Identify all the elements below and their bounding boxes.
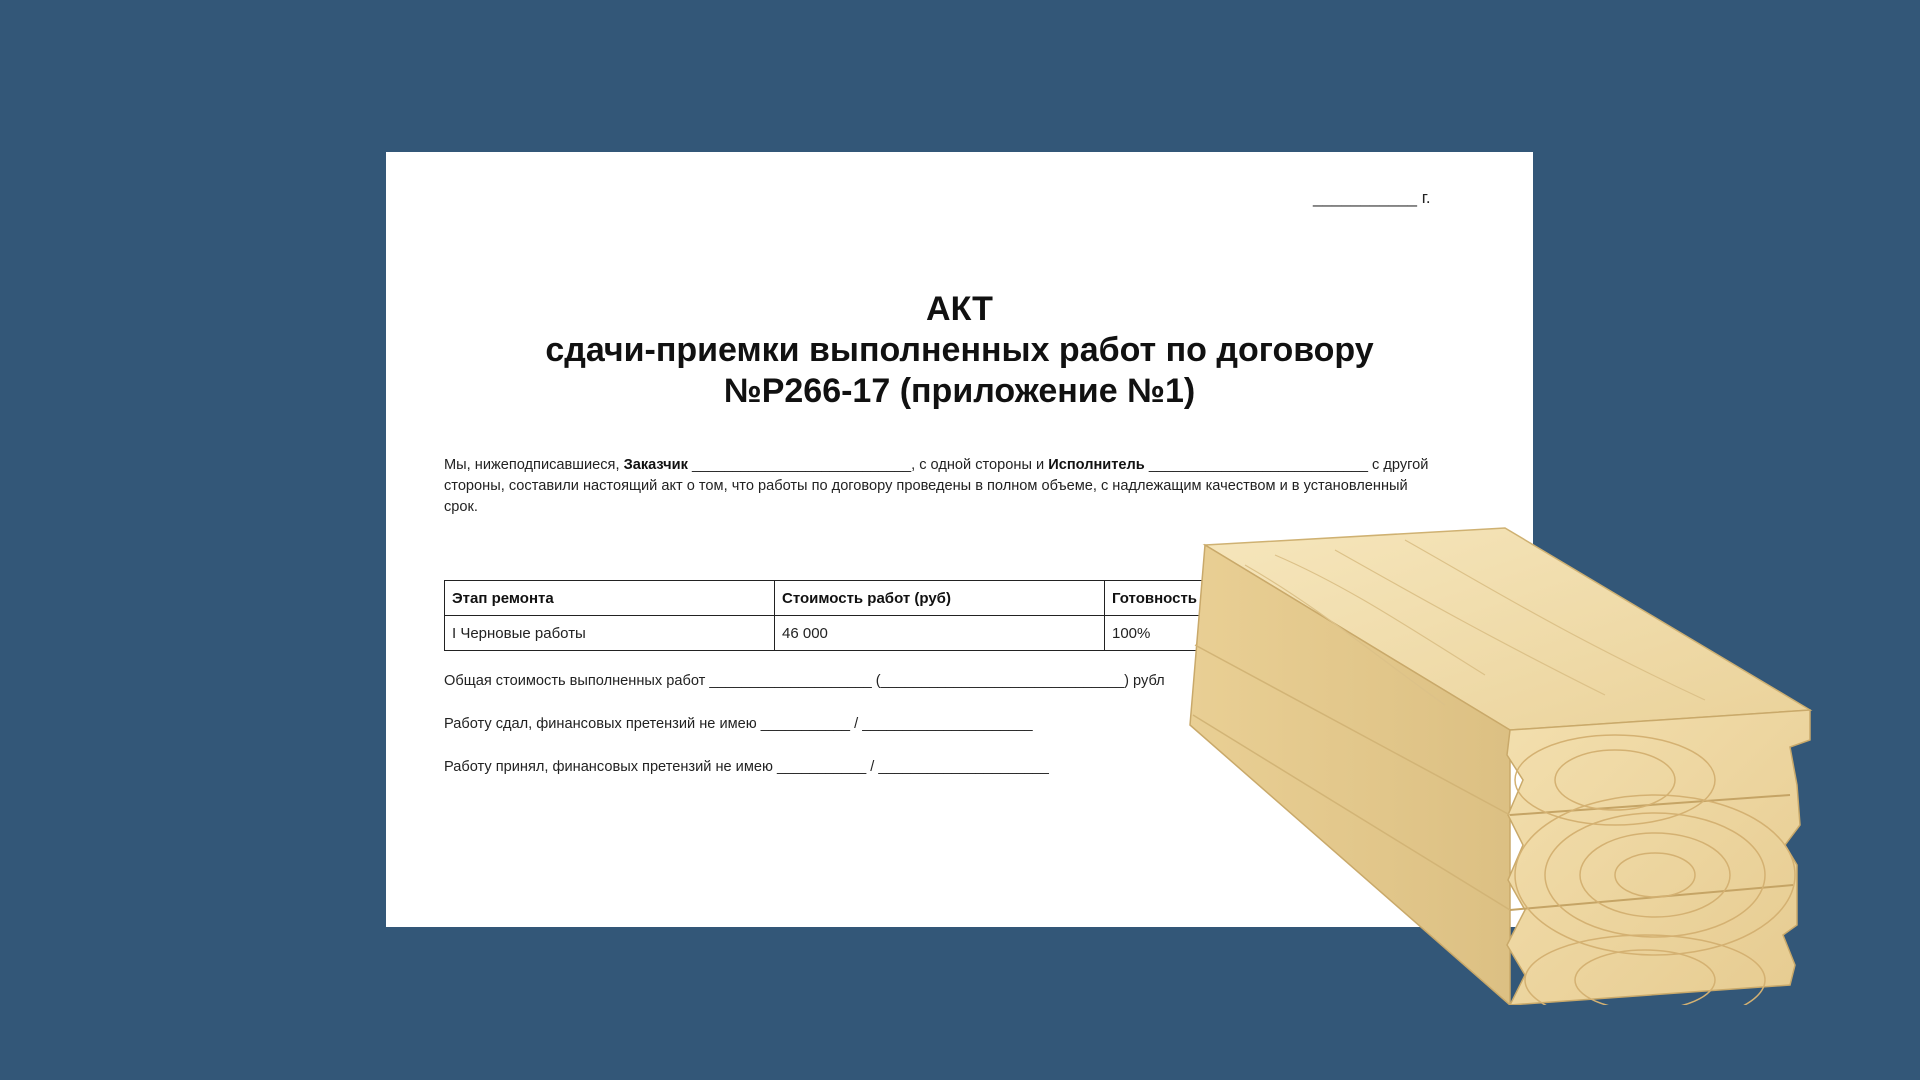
contractor-label: Исполнитель <box>1048 457 1145 473</box>
intro-text-3: ___________________________ с другой стороны, составили настоящий акт о том, что работы по договору проведены в полном объеме, с надлежащим качеством и в установленный срок. <box>444 457 1429 515</box>
work-table <box>444 580 1310 651</box>
accepted-line: Работу принял, финансовых претензий не имею ___________ / _____________________ <box>444 759 1049 775</box>
date-line: ___________ г. <box>1313 188 1431 207</box>
title-line-2: сдачи-приемки выполненных работ по договору <box>545 331 1374 369</box>
cell-readiness: 100% <box>1105 616 1310 651</box>
cell-stage: I Черновые работы <box>445 616 775 651</box>
title-line-1: АКТ <box>926 290 993 328</box>
header-cost: Стоимость работ (руб) <box>775 581 1105 616</box>
table-header-row <box>445 581 1310 616</box>
intro-paragraph <box>444 455 1444 518</box>
customer-label: Заказчик <box>623 457 688 473</box>
total-cost-line: Общая стоимость выполненных работ ____________________ (______________________________) рубл <box>444 673 1165 689</box>
table-row <box>445 616 1310 651</box>
title-line-3: №Р266-17 (приложение №1) <box>723 372 1196 410</box>
wooden-board-stack-icon <box>1185 525 1815 1005</box>
cell-cost: 46 000 <box>775 616 1105 651</box>
intro-text-2: ___________________________, с одной стороны и <box>687 457 1049 473</box>
document-title <box>386 289 1533 412</box>
header-readiness: Готовность <box>1105 581 1310 616</box>
header-stage: Этап ремонта <box>445 581 775 616</box>
handed-over-line: Работу сдал, финансовых претензий не имею ___________ / _____________________ <box>444 716 1033 732</box>
intro-text-1: Мы, нижеподписавшиеся, <box>444 457 624 473</box>
